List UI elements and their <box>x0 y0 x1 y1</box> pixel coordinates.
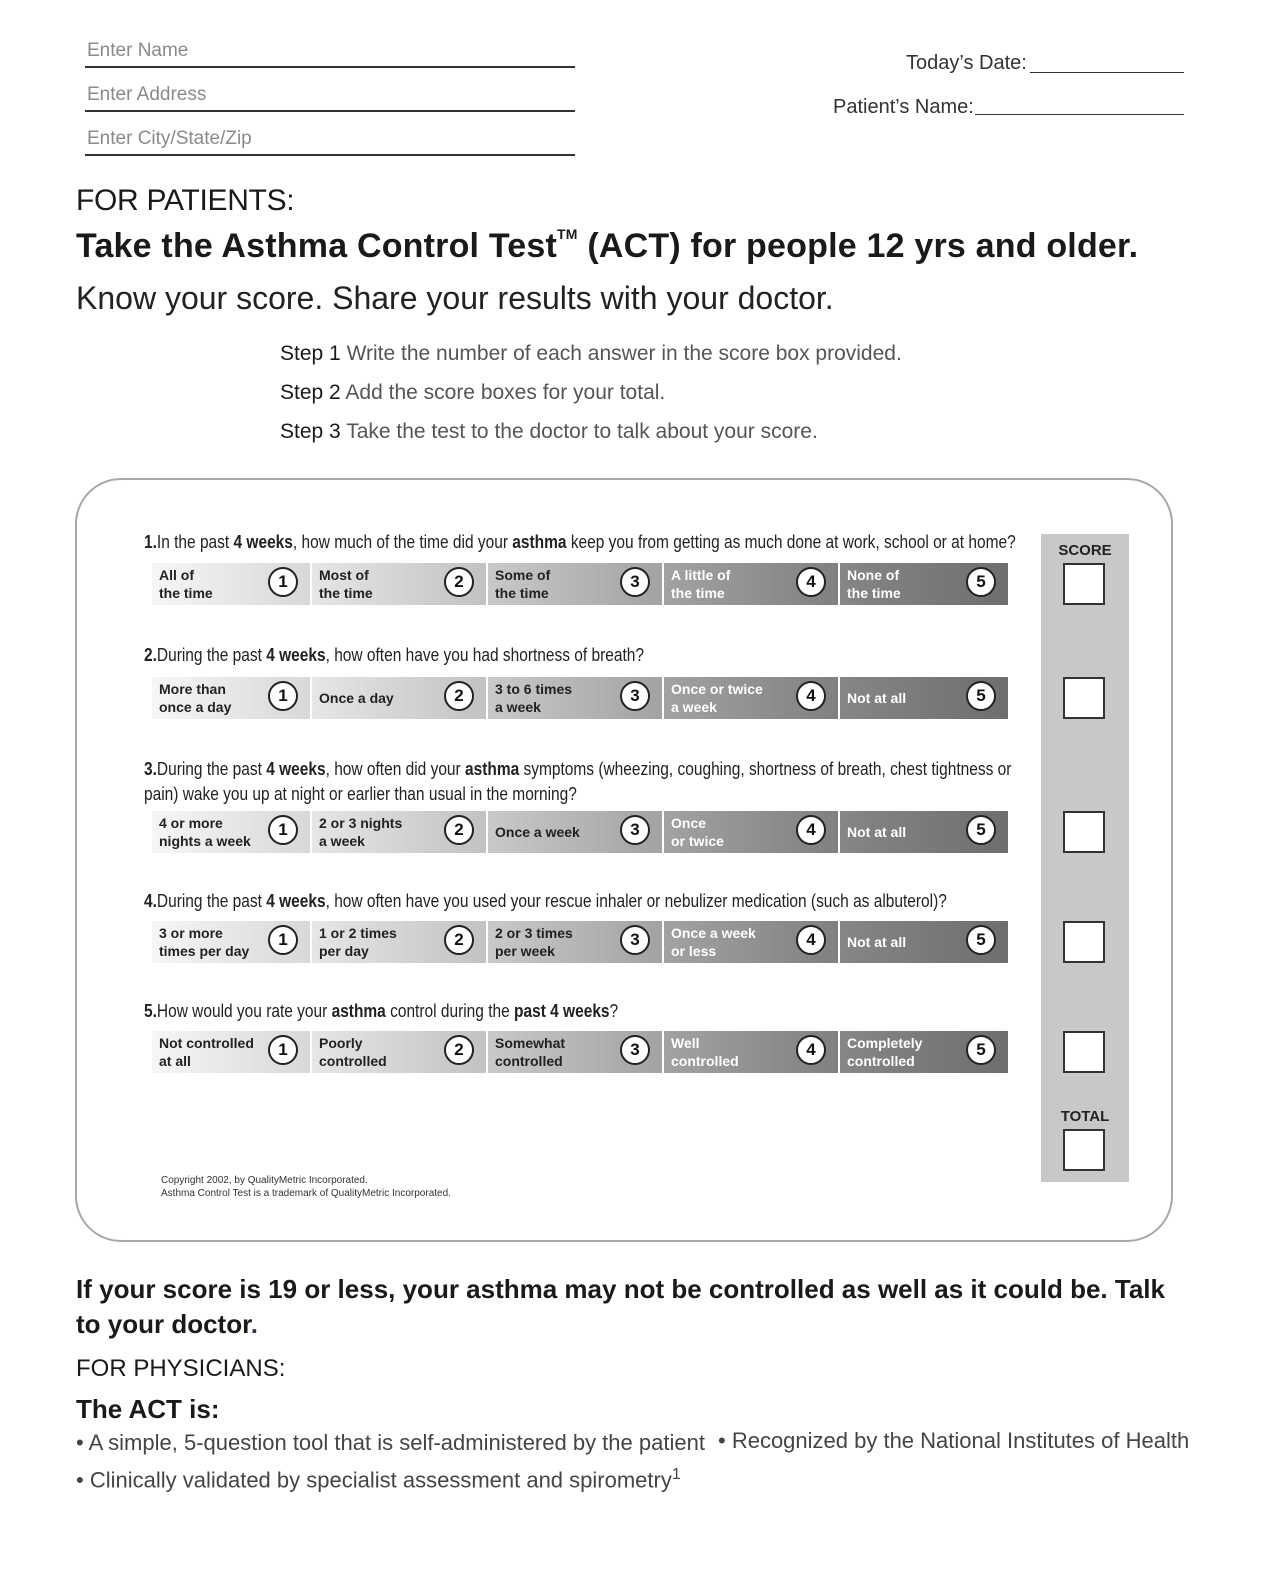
answer-option[interactable] <box>312 563 488 605</box>
answer-label: Not at all <box>847 934 907 950</box>
score-warning: If your score is 19 or less, your asthma may not be controlled as well as it could be. Talk to your doctor. <box>76 1274 1165 1339</box>
answer-value-circle: 3 <box>620 925 650 955</box>
score-box-4[interactable] <box>1063 921 1105 963</box>
answer-option[interactable] <box>152 921 312 963</box>
answer-value-circle: 4 <box>796 925 826 955</box>
answer-label: Somewhat controlled <box>495 1035 566 1069</box>
answer-option[interactable] <box>488 921 664 963</box>
answer-option[interactable] <box>488 563 664 605</box>
total-header: TOTAL <box>1060 1108 1110 1125</box>
answer-label: Some of the time <box>495 567 551 601</box>
answer-option[interactable] <box>840 1031 1008 1073</box>
answer-label: Once or twice a week <box>671 681 763 715</box>
answer-label: None of the time <box>847 567 901 601</box>
answer-label: 4 or more nights a week <box>159 815 251 849</box>
answer-label: All of the time <box>159 567 213 601</box>
answer-value-circle: 2 <box>444 815 474 845</box>
answer-value-circle: 2 <box>444 567 474 597</box>
score-box-2[interactable] <box>1063 677 1105 719</box>
answer-option[interactable] <box>488 811 664 853</box>
answer-value-circle: 5 <box>966 681 996 711</box>
answer-option[interactable] <box>488 677 664 719</box>
answer-label: 2 or 3 times per week <box>495 925 573 959</box>
bullet-clinically-validated: • Clinically validated by specialist assessment and spirometry$^1$ <box>76 1466 681 1493</box>
answer-label: Once a day <box>319 690 394 706</box>
answer-value-circle: 5 <box>966 1035 996 1065</box>
answer-label: 3 or more times per day <box>159 925 250 959</box>
city-state-zip-field[interactable]: Enter City/State/Zip <box>85 128 575 156</box>
answer-option[interactable] <box>664 921 840 963</box>
answer-value-circle: 4 <box>796 1035 826 1065</box>
answer-option[interactable] <box>840 677 1008 719</box>
answer-value-circle: 1 <box>268 567 298 597</box>
trademark-mark: TM <box>557 225 578 242</box>
for-physicians-label: FOR PHYSICIANS: <box>76 1355 286 1382</box>
answer-label: 1 or 2 times per day <box>319 925 397 959</box>
answer-label: Once a week <box>495 824 580 840</box>
answer-value-circle: 4 <box>796 815 826 845</box>
step-2: Step 2 Add the score boxes for your total. <box>280 381 666 404</box>
question-3-text: 3.During the past 4 weeks, how often did your asthma symptoms (wheezing, coughing, shortness of breath, chest tightness or pain) wake you up at night or earlier than usual in the morning? <box>144 759 1012 804</box>
copyright-line-1: Copyright 2002, by QualityMetric Incorporated. <box>161 1175 368 1186</box>
step-3: Step 3 Take the test to the doctor to talk about your score. <box>280 420 818 443</box>
answer-label: 2 or 3 nights a week <box>319 815 403 849</box>
question-5-text: 5.How would you rate your asthma control during the past 4 weeks? <box>144 1001 619 1021</box>
patient-name-line[interactable] <box>975 114 1184 115</box>
answer-label: Not at all <box>847 824 907 840</box>
patient-name-label: Patient’s Name: <box>833 96 974 118</box>
score-header: SCORE <box>1058 542 1112 559</box>
answer-value-circle: 5 <box>966 925 996 955</box>
copyright <box>161 1174 451 1200</box>
bullet-simple-tool: • A simple, 5-question tool that is self-administered by the patient <box>76 1430 705 1455</box>
answer-label: Most of the time <box>319 567 373 601</box>
answer-label: Not at all <box>847 690 907 706</box>
answer-label: Completely controlled <box>847 1035 923 1069</box>
answer-option[interactable] <box>664 677 840 719</box>
answer-value-circle: 1 <box>268 1035 298 1065</box>
step-1: Step 1 Write the number of each answer in the score box provided. <box>280 342 902 365</box>
answer-option[interactable] <box>152 1031 312 1073</box>
answer-value-circle: 1 <box>268 815 298 845</box>
question-5-answers <box>152 1031 1008 1073</box>
bullet-recognized-nih: • Recognized by the National Institutes of Health <box>718 1428 1190 1453</box>
answer-option[interactable] <box>152 811 312 853</box>
answer-label: Once or twice <box>671 815 724 849</box>
answer-value-circle: 5 <box>966 567 996 597</box>
answer-option[interactable] <box>488 1031 664 1073</box>
answer-option[interactable] <box>312 811 488 853</box>
answer-value-circle: 3 <box>620 681 650 711</box>
copyright-line-2: Asthma Control Test is a trademark of QualityMetric Incorporated. <box>161 1188 451 1199</box>
answer-option[interactable] <box>664 1031 840 1073</box>
answer-option[interactable] <box>840 811 1008 853</box>
score-box-3[interactable] <box>1063 811 1105 853</box>
answer-label: 3 to 6 times a week <box>495 681 573 715</box>
answer-value-circle: 2 <box>444 1035 474 1065</box>
todays-date-label: Today’s Date: <box>906 52 1027 74</box>
question-1-text: 1.In the past 4 weeks, how much of the time did your asthma keep you from getting as much done at work, school or at home? <box>144 532 1016 552</box>
footnote-marker: 1 <box>671 1466 681 1483</box>
answer-option[interactable] <box>312 677 488 719</box>
answer-label: Once a week or less <box>671 925 756 959</box>
question-3-answers <box>152 811 1008 853</box>
answer-option[interactable] <box>664 811 840 853</box>
act-is-heading: The ACT is: <box>76 1394 220 1424</box>
answer-option[interactable] <box>664 563 840 605</box>
answer-option[interactable] <box>840 563 1008 605</box>
address-field[interactable]: Enter Address <box>85 84 575 112</box>
question-2-text: 2.During the past 4 weeks, how often have you had shortness of breath? <box>144 645 645 665</box>
total-box[interactable] <box>1063 1129 1105 1171</box>
answer-option[interactable] <box>840 921 1008 963</box>
answer-value-circle: 1 <box>268 925 298 955</box>
question-4-answers <box>152 921 1008 963</box>
answer-value-circle: 3 <box>620 567 650 597</box>
question-4-text: 4.During the past 4 weeks, how often have you used your rescue inhaler or nebulizer medication (such as albuterol)? <box>144 891 947 911</box>
score-box-1[interactable] <box>1063 563 1105 605</box>
answer-value-circle: 3 <box>620 1035 650 1065</box>
score-column <box>1041 534 1129 1182</box>
answer-value-circle: 2 <box>444 681 474 711</box>
for-patients-label: FOR PATIENTS: <box>76 184 295 217</box>
answer-value-circle: 3 <box>620 815 650 845</box>
answer-label: Well controlled <box>671 1035 739 1069</box>
answer-label: A little of the time <box>671 567 731 601</box>
answer-label: Poorly controlled <box>319 1035 387 1069</box>
answer-value-circle: 4 <box>796 567 826 597</box>
answer-option[interactable] <box>312 921 488 963</box>
answer-value-circle: 1 <box>268 681 298 711</box>
headline: Take the Asthma Control Test™ (ACT) for people 12 yrs and older. <box>76 225 1139 265</box>
answer-value-circle: 4 <box>796 681 826 711</box>
answer-option[interactable] <box>152 563 312 605</box>
subheadline: Know your score. Share your results with your doctor. <box>76 280 834 316</box>
question-2-answers <box>152 677 1008 719</box>
answer-option[interactable] <box>312 1031 488 1073</box>
name-field[interactable]: Enter Name <box>85 40 575 68</box>
question-1-answers <box>152 563 1008 605</box>
answer-value-circle: 5 <box>966 815 996 845</box>
answer-label: Not controlled at all <box>159 1035 254 1069</box>
answer-value-circle: 2 <box>444 925 474 955</box>
todays-date-line[interactable] <box>1030 72 1184 73</box>
score-box-5[interactable] <box>1063 1031 1105 1073</box>
answer-option[interactable] <box>152 677 312 719</box>
answer-label: More than once a day <box>159 681 232 715</box>
